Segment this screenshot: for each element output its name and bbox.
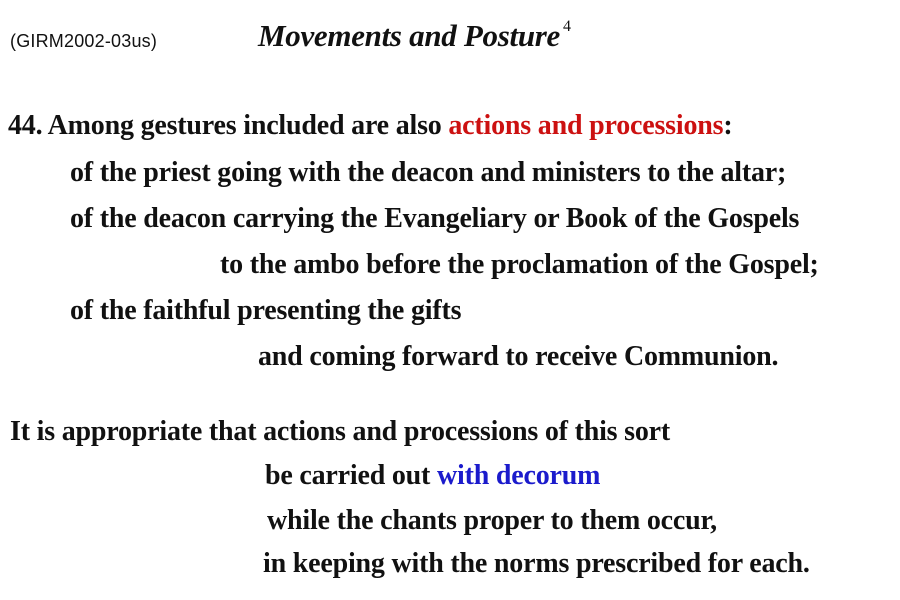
- paragraph-44-line-3: to the ambo before the proclamation of the Gospel;: [220, 249, 819, 280]
- footnote-marker: 4: [563, 17, 571, 35]
- paragraph-44-line-4: of the faithful presenting the gifts: [70, 295, 462, 326]
- document-reference: (GIRM2002-03us): [10, 31, 158, 51]
- paragraph-44-colon: :: [723, 110, 733, 141]
- paragraph-44-line-2: of the deacon carrying the Evangeliary or Book of the Gospels: [70, 203, 800, 234]
- paragraph-2-line-1: It is appropriate that actions and processions of this sort: [10, 416, 670, 447]
- paragraph-2-line-4: in keeping with the norms prescribed for each.: [263, 548, 810, 579]
- paragraph-44-lead: 44. Among gestures included are also: [8, 110, 449, 141]
- paragraph-2-line-2-lead: be carried out: [265, 460, 437, 491]
- paragraph-2-line-2: [265, 462, 600, 490]
- paragraph-44-lead-line: [8, 112, 732, 140]
- paragraph-44-line-1: of the priest going with the deacon and ministers to the altar;: [70, 157, 787, 188]
- paragraph-44-line-5: and coming forward to receive Communion.: [258, 341, 779, 372]
- highlight-actions-processions: actions and processions: [448, 110, 724, 141]
- page-title: [258, 18, 571, 54]
- title-text: Movements and Posture: [258, 18, 560, 53]
- highlight-with-decorum: with decorum: [436, 460, 601, 491]
- paragraph-2-line-3: while the chants proper to them occur,: [267, 505, 717, 536]
